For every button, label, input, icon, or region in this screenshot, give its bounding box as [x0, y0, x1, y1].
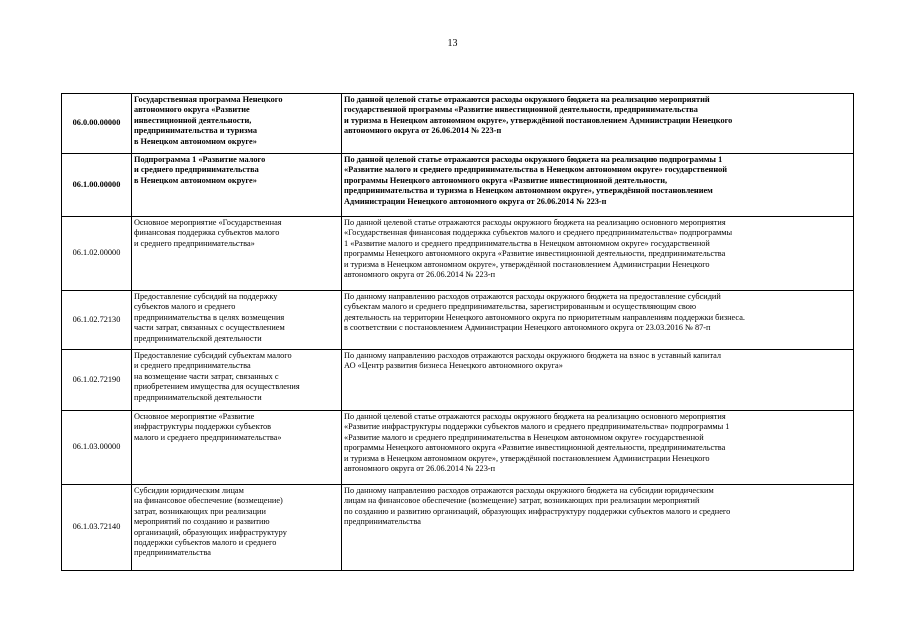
row-description: По данному направлению расходов отражаются расходы окружного бюджета на взнос в уставный капитал АО «Центр развития бизнеса Ненецкого автономного округа» — [342, 350, 854, 411]
row-code: 06.1.00.00000 — [62, 154, 132, 217]
row-code: 06.1.02.72130 — [62, 291, 132, 350]
row-description: По данному направлению расходов отражаются расходы окружного бюджета на субсидии юридическим лицам на финансовое обеспечение (возмещение) затрат, возникающих при реализации мероприятий по созданию и развитию организаций, образующих инфраструктуру поддержки субъектов малого и среднего предпринимательства — [342, 485, 854, 571]
table-row — [62, 350, 854, 411]
row-code: 06.0.00.00000 — [62, 94, 132, 154]
table-row — [62, 411, 854, 485]
row-description: По данной целевой статье отражаются расходы окружного бюджета на реализацию основного мероприятия «Развитие инфраструктуры поддержки субъектов малого и среднего предпринимательства» подпрограммы 1 «Развитие малого и среднего предпринимательства в Ненецком автономном округе» государственной программы Ненецкого автономного округа «Развитие инвестиционной деятельности, предпринимательства и туризма в Ненецком автономном округе», утверждённой постановлением Администрации Ненецкого автономного округа от 26.06.2014 № 223-п — [342, 411, 854, 485]
row-code: 06.1.03.72140 — [62, 485, 132, 571]
row-description: По данной целевой статье отражаются расходы окружного бюджета на реализацию основного мероприятия «Государственная финансовая поддержка субъектов малого и среднего предпринимательства» подпрограммы 1 «Развитие малого и среднего предпринимательства в Ненецком автономном округе» государственной программы Ненецкого автономного округа «Развитие инвестиционной деятельности, предпринимательства и туризма в Ненецком автономном округе», утверждённой постановлением Администрации Ненецкого автономного округа от 26.06.2014 № 223-п — [342, 217, 854, 291]
row-name: Предоставление субсидий на поддержку субъектов малого и среднего предпринимательства в целях возмещения части затрат, связанных с осуществлением предпринимательской деятельности — [132, 291, 342, 350]
table-row — [62, 94, 854, 154]
row-code: 06.1.02.00000 — [62, 217, 132, 291]
row-description: По данной целевой статье отражаются расходы окружного бюджета на реализацию мероприятий государственной программы «Развитие инвестиционной деятельности, предпринимательства и туризма в Ненецком автономном округе», утверждённой постановлением Администрации Ненецкого автономного округа от 26.06.2014 № 223-п — [342, 94, 854, 154]
table-row — [62, 154, 854, 217]
row-name: Субсидии юридическим лицам на финансовое обеспечение (возмещение) затрат, возникающих при реализации мероприятий по созданию и развитию организаций, образующих инфраструктуру поддержки субъектов малого и среднего предпринимательства — [132, 485, 342, 571]
table-row — [62, 291, 854, 350]
row-name: Предоставление субсидий субъектам малого и среднего предпринимательства на возмещение части затрат, связанных с приобретением имущества для осуществления предпринимательской деятельности — [132, 350, 342, 411]
row-name: Государственная программа Ненецкого автономного округа «Развитие инвестиционной деятельности, предпринимательства и туризма в Ненецком автономном округе» — [132, 94, 342, 154]
row-name: Основное мероприятие «Государственная финансовая поддержка субъектов малого и среднего предпринимательства» — [132, 217, 342, 291]
row-name: Основное мероприятие «Развитие инфраструктуры поддержки субъектов малого и среднего предпринимательства» — [132, 411, 342, 485]
table-row — [62, 485, 854, 571]
row-code: 06.1.02.72190 — [62, 350, 132, 411]
row-description: По данному направлению расходов отражаются расходы окружного бюджета на предоставление субсидий субъектам малого и среднего предпринимательства, зарегистрированным и осуществляющим свою деятельность на территории Ненецкого автономного округа по приоритетным направлениям поддержки бизнеса. в соответствии с постановлением Администрации Ненецкого автономного округа от 23.03.2016 № 87-п — [342, 291, 854, 350]
row-name: Подпрограмма 1 «Развитие малого и среднего предпринимательства в Ненецком автономном округе» — [132, 154, 342, 217]
row-description: По данной целевой статье отражаются расходы окружного бюджета на реализацию подпрограммы 1 «Развитие малого и среднего предпринимательства в Ненецком автономном округе» государственной программы Ненецкого автономного округа «Развитие инвестиционной деятельности, предпринимательства и туризма в Ненецком автономном округе», утверждённой постановлением Администрации Ненецкого автономного округа от 26.06.2014 № 223-п — [342, 154, 854, 217]
table-row — [62, 217, 854, 291]
budget-classification-table — [61, 93, 854, 571]
page-number: 13 — [447, 38, 458, 49]
row-code: 06.1.03.00000 — [62, 411, 132, 485]
